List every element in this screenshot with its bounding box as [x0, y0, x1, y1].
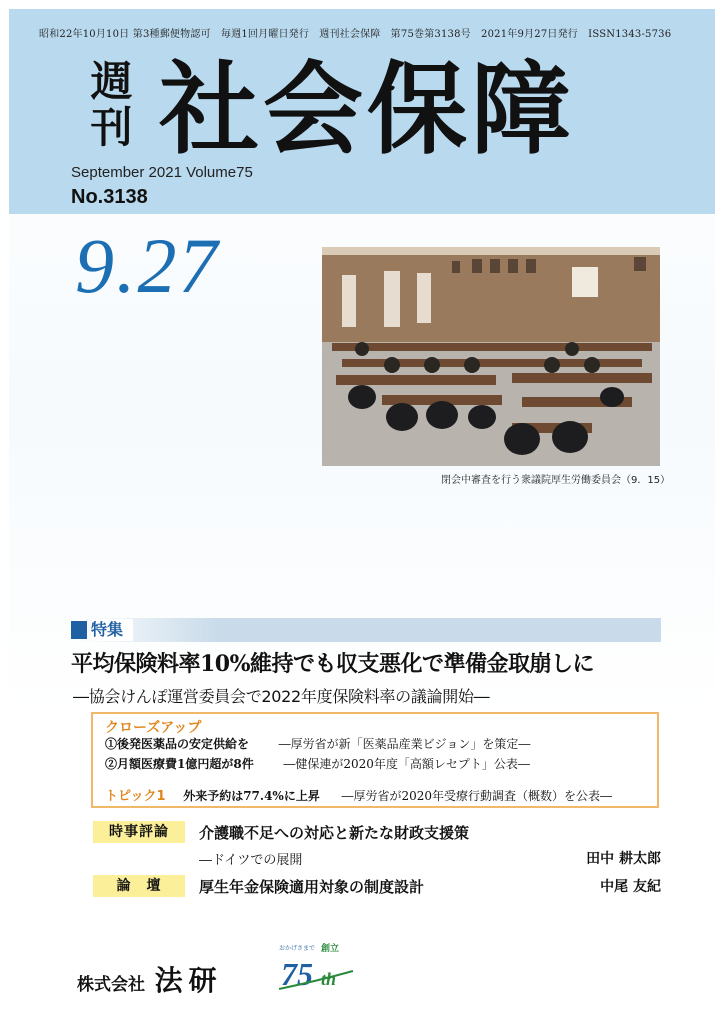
column-author: 田中 耕太郎 [586, 851, 661, 867]
masthead-weekly-char-1: 週 [90, 57, 133, 106]
volume-line: September 2021 Volume75 [71, 164, 253, 181]
publisher-name: 法研 [154, 964, 223, 997]
masthead-weekly [74, 59, 149, 151]
anniversary-number: 75 [281, 956, 313, 992]
column-title: 厚生年金保険適用対象の制度設計 [199, 878, 425, 896]
column-label: 論 壇 [93, 875, 185, 897]
anniversary-logo-graphic [277, 941, 357, 995]
publication-info: 昭和22年10月10日 第3種郵便物認可 毎週1回月曜日発行 週刊社会保障 第75巻第3138号 2021年9月27日発行 ISSN1343-5736 [39, 29, 672, 40]
closeup-item [105, 755, 530, 772]
cover-photo [322, 247, 660, 466]
feature-label: 特集 [91, 619, 133, 641]
feature-headline: 平均保険料率10%維持でも収支悪化で準備金取崩しに [71, 651, 595, 677]
publisher [77, 959, 223, 999]
closeup-item [105, 735, 530, 752]
topic-main: 外来予約は77.4%に上昇 [183, 789, 320, 803]
column-label: 時事評論 [93, 821, 185, 843]
feature-subheadline: ―協会けんぽ運営委員会で2022年度保険料率の議論開始― [73, 687, 490, 706]
masthead-weekly-char-2: 刊 [90, 103, 133, 152]
feature-marker [71, 621, 87, 639]
closeup-item-main: ②月額医療費1億円超が8件 [105, 757, 254, 771]
anniversary-logo [277, 941, 357, 995]
closeup-title: クローズアップ [105, 720, 202, 736]
topic-row [105, 785, 612, 804]
closeup-item-sub: ―厚労省が新「医薬品産業ビジョン」を策定― [278, 737, 531, 751]
magazine-cover [9, 9, 715, 1015]
anniversary-top-text: おかげさまで [279, 945, 316, 952]
column-author: 中尾 友紀 [600, 879, 661, 895]
column-subtitle: ―ドイツでの展開 [199, 853, 303, 868]
closeup-item-main: ①後発医薬品の安定供給を [105, 737, 250, 751]
topic-label: トピック1 [105, 789, 166, 804]
publisher-company-type: 株式会社 [77, 975, 145, 995]
committee-room-photo [322, 247, 660, 466]
issue-date: 9.27 [75, 222, 220, 309]
column-title: 介護職不足への対応と新たな財政支援策 [199, 824, 470, 842]
anniversary-top-text-2: 創立 [321, 944, 340, 954]
feature-bar [71, 618, 661, 642]
masthead-title: 社会保障 [159, 51, 575, 168]
closeup-item-sub: ―健保連が2020年度「高額レセプト」公表― [283, 757, 530, 771]
issue-number: No.3138 [71, 186, 148, 208]
topic-sub: ―厚労省が2020年受療行動調査（概数）を公表― [341, 789, 613, 803]
photo-caption: 閉会中審査を行う衆議院厚生労働委員会（9．15） [441, 475, 671, 486]
anniversary-unit: th [321, 969, 337, 989]
